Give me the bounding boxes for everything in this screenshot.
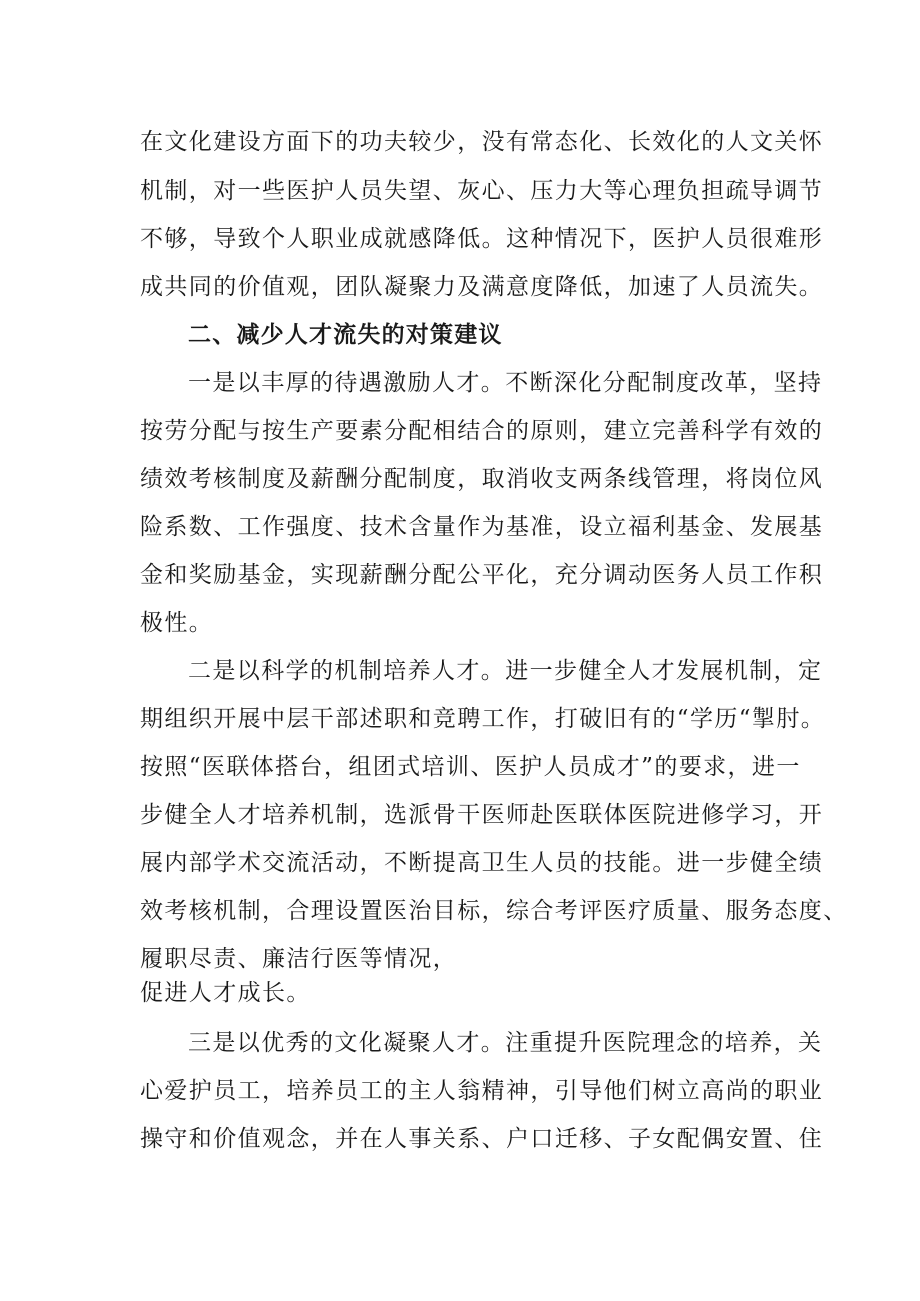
paragraph-line: 二是以科学的机制培养人才。进一步健全人才发展机制，定: [188, 658, 823, 684]
paragraph-line: 展内部学术交流活动，不断提高卫生人员的技能。进一步健全绩: [140, 850, 824, 876]
paragraph-line: 心爱护员工，培养员工的主人翁精神，引导他们树立高尚的职业: [140, 1078, 824, 1104]
paragraph-line: 步健全人才培养机制，选派骨干医师赴医联体医院进修学习，开: [140, 802, 824, 828]
paragraph-line: 按劳分配与按生产要素分配相结合的原则，建立完善科学有效的: [140, 418, 824, 444]
paragraph-line: 期组织开展中层干部述职和竞聘工作，打破旧有的“学历“掣肘。: [140, 706, 826, 732]
paragraph-line: 绩效考核制度及薪酬分配制度，取消收支两条线管理，将岗位风: [140, 466, 824, 492]
paragraph-line: 成共同的价值观，团队凝聚力及满意度降低，加速了人员流失。: [140, 274, 824, 300]
paragraph-line: 促进人才成长。: [140, 980, 311, 1006]
paragraph-line: 险系数、工作强度、技术含量作为基准，设立福利基金、发展基: [140, 514, 824, 540]
paragraph-line: 金和奖励基金，实现薪酬分配公平化，充分调动医务人员工作积: [140, 562, 824, 588]
paragraph-line: 操守和价值观念，并在人事关系、户口迁移、子女配偶安置、住: [140, 1126, 824, 1152]
paragraph-line: 三是以优秀的文化凝聚人才。注重提升医院理念的培养，关: [188, 1030, 823, 1056]
paragraph-line: 效考核机制，合理设置医治目标，综合考评医疗质量、服务态度、: [140, 898, 848, 924]
paragraph-line: 按照“医联体搭台，组团式培训、医护人员成才”的要求，进一: [140, 754, 801, 780]
paragraph-line: 履职尽责、廉洁行医等情况，: [140, 946, 458, 972]
paragraph-line: 不够，导致个人职业成就感降低。这种情况下，医护人员很难形: [140, 226, 824, 252]
paragraph-line: 极性。: [140, 610, 214, 636]
paragraph-line: 一是以丰厚的待遇激励人才。不断深化分配制度改革，坚持: [188, 370, 823, 396]
section-heading: 二、减少人才流失的对策建议: [188, 322, 503, 348]
paragraph-line: 机制，对一些医护人员失望、灰心、压力大等心理负担疏导调节: [140, 178, 824, 204]
paragraph-line: 在文化建设方面下的功夫较少，没有常态化、长效化的人文关怀: [140, 129, 824, 155]
